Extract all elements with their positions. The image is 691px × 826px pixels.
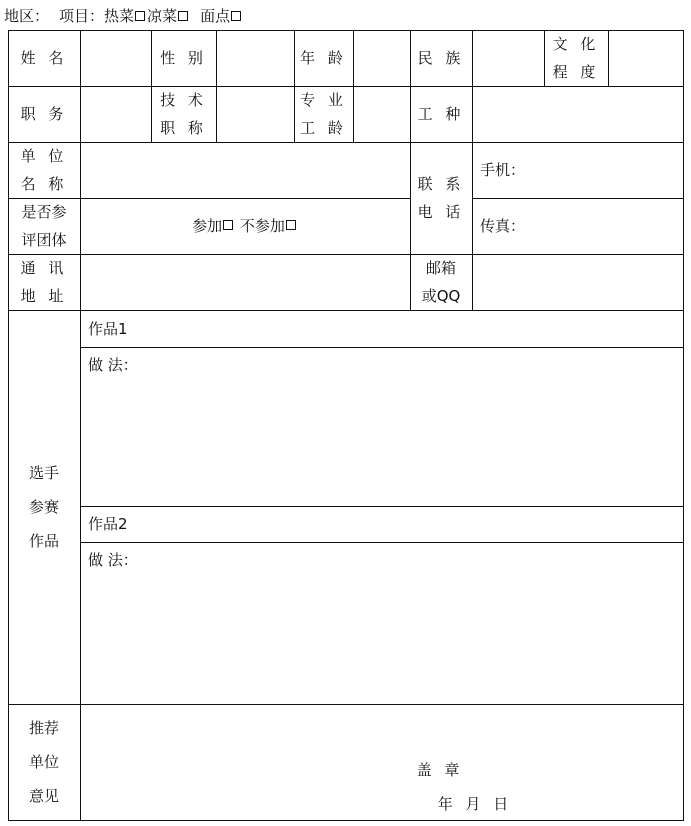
address-field[interactable] xyxy=(81,255,410,310)
table-border-bottom xyxy=(8,820,684,821)
works-section-label: 选手 参赛 作品 xyxy=(28,464,59,550)
group-label: 是否参 评团体 xyxy=(21,203,67,249)
address-label: 通 讯 地 址 xyxy=(20,259,68,305)
age-field[interactable] xyxy=(354,31,410,86)
group-options xyxy=(80,198,410,254)
tech-title-label: 技 术 职 称 xyxy=(160,91,207,137)
project-label: 项目： xyxy=(59,7,105,25)
not-participate-label: 不参加 xyxy=(239,217,285,235)
contact-phone-label: 联 系 电 话 xyxy=(417,175,465,221)
work2-label[interactable]: 作品2 xyxy=(88,515,128,533)
fax-label[interactable]: 传真： xyxy=(480,217,526,235)
position-field[interactable] xyxy=(81,87,151,142)
gender-field[interactable] xyxy=(217,31,294,86)
not-participate-checkbox[interactable] xyxy=(286,220,296,230)
recommend-field[interactable] xyxy=(81,705,683,820)
region-label: 地区： xyxy=(4,7,50,25)
option-pastry: 面点 xyxy=(200,7,231,25)
email-field[interactable] xyxy=(473,255,683,310)
pro-years-field[interactable] xyxy=(354,87,410,142)
tech-title-field[interactable] xyxy=(217,87,294,142)
cold-dish-checkbox[interactable] xyxy=(178,11,188,21)
ethnicity-field[interactable] xyxy=(473,31,544,86)
method2-field[interactable]: 做 法： xyxy=(88,551,138,569)
age-label: 年 龄 xyxy=(300,49,347,67)
name-label: 姓 名 xyxy=(20,49,68,67)
education-label: 文 化 程 度 xyxy=(552,35,600,81)
work1-label[interactable]: 作品1 xyxy=(88,319,128,338)
job-type-field[interactable] xyxy=(473,87,683,142)
unit-name-label: 单 位 名 称 xyxy=(20,147,68,193)
mobile-label[interactable]: 手机： xyxy=(480,161,526,179)
pro-years-label: 专 业 工 龄 xyxy=(300,91,347,137)
date-label: 年 月 日 xyxy=(437,795,513,813)
recommend-label: 推荐 单位 意见 xyxy=(28,719,59,805)
pastry-checkbox[interactable] xyxy=(231,11,241,21)
position-label: 职 务 xyxy=(20,105,68,123)
participate-checkbox[interactable] xyxy=(223,220,233,230)
unit-name-field[interactable] xyxy=(81,143,410,198)
job-type-label: 工 种 xyxy=(417,105,465,123)
education-field[interactable] xyxy=(609,31,683,86)
name-field[interactable] xyxy=(81,31,151,86)
email-label: 邮箱 或QQ xyxy=(421,259,461,305)
method1-field[interactable]: 做 法： xyxy=(88,356,138,374)
option-cold-dish: 凉菜 xyxy=(147,7,178,25)
gender-label: 性 别 xyxy=(160,49,207,67)
form-header xyxy=(4,4,243,28)
table-border-right xyxy=(683,30,684,821)
stamp-label: 盖 章 xyxy=(416,761,464,779)
option-hot-dish: 热菜 xyxy=(104,7,135,25)
participate-label: 参加 xyxy=(192,217,223,235)
ethnicity-label: 民 族 xyxy=(417,49,465,67)
hot-dish-checkbox[interactable] xyxy=(135,11,145,21)
